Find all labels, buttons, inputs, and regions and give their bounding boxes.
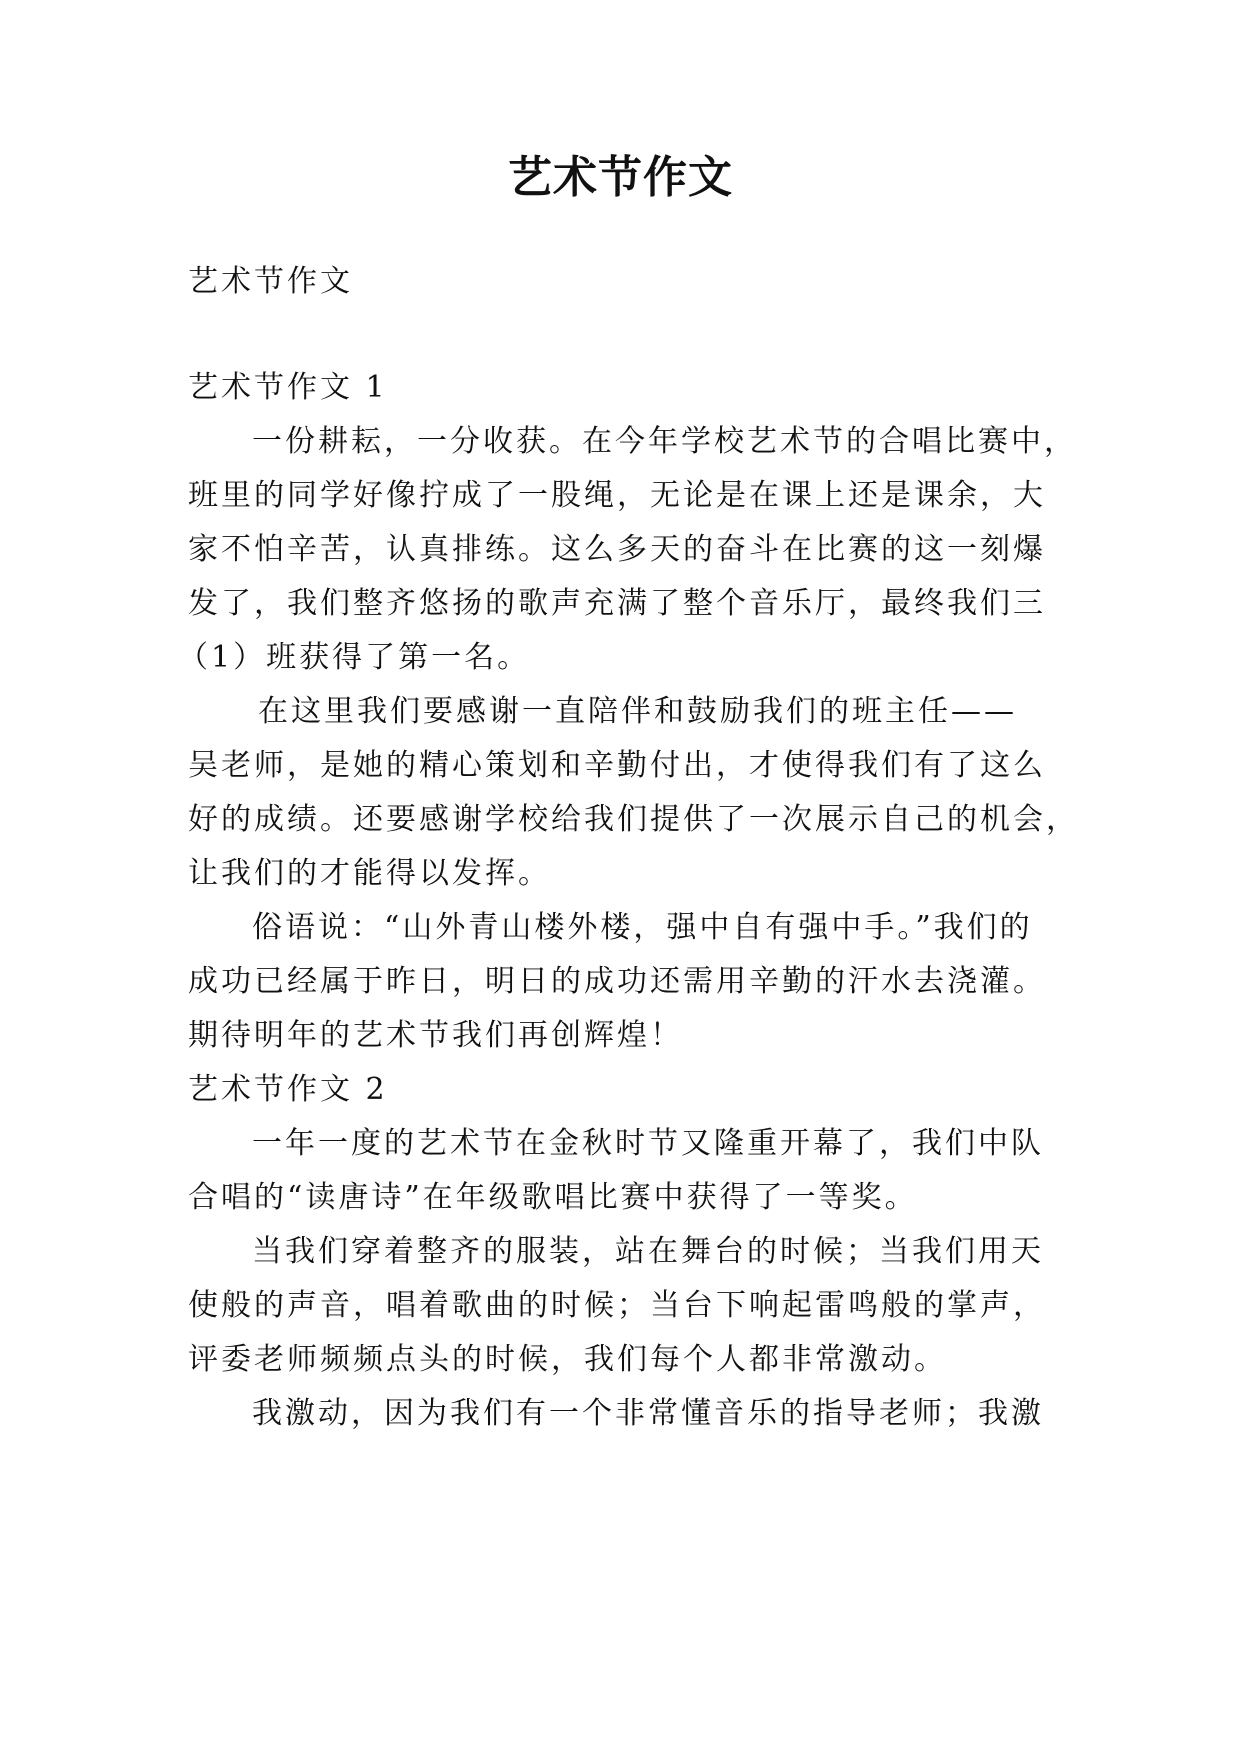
essay-1-line: 俗语说：“山外青山楼外楼，强中自有强中手。”我们的	[252, 910, 1033, 945]
essay-1-line: 班里的同学好像拧成了一股绳，无论是在课上还是课余，大	[188, 478, 1046, 513]
essay-2-line: 一年一度的艺术节在金秋时节又隆重开幕了，我们中队	[252, 1126, 1044, 1161]
essay-1-line: 好的成绩。还要感谢学校给我们提供了一次展示自己的机会，	[188, 802, 1079, 837]
document-subtitle: 艺术节作文	[188, 264, 353, 299]
essay-1-line: 让我们的才能得以发挥。	[188, 856, 551, 891]
document-title: 艺术节作文	[508, 152, 733, 203]
essay-1-line: （1）班获得了第一名。	[178, 640, 531, 675]
essay-2-line: 当我们穿着整齐的服装，站在舞台的时候；当我们用天	[252, 1234, 1044, 1269]
essay-2-line: 评委老师频频点头的时候，我们每个人都非常激动。	[188, 1342, 947, 1377]
essay-1-line: 成功已经属于昨日，明日的成功还需用辛勤的汗水去浇灌。	[188, 964, 1046, 999]
essay-1-line: 在这里我们要感谢一直陪伴和鼓励我们的班主任——	[258, 694, 1017, 729]
essay-1-heading: 艺术节作文 1	[188, 370, 388, 405]
essay-1-line: 发了，我们整齐悠扬的歌声充满了整个音乐厅，最终我们三	[188, 586, 1046, 621]
essay-1-line: 家不怕辛苦，认真排练。这么多天的奋斗在比赛的这一刻爆	[188, 532, 1046, 567]
essay-2-line: 我激动，因为我们有一个非常懂音乐的指导老师；我激	[252, 1396, 1044, 1431]
essay-2-line: 合唱的“读唐诗”在年级歌唱比赛中获得了一等奖。	[188, 1180, 918, 1215]
essay-1-line: 一份耕耘，一分收获。在今年学校艺术节的合唱比赛中，	[252, 424, 1077, 459]
essay-2-line: 使般的声音，唱着歌曲的时候；当台下响起雷鸣般的掌声，	[188, 1288, 1046, 1323]
essay-1-line: 吴老师，是她的精心策划和辛勤付出，才使得我们有了这么	[188, 748, 1046, 783]
essay-1-line: 期待明年的艺术节我们再创辉煌！	[188, 1018, 683, 1053]
essay-2-heading: 艺术节作文 2	[188, 1072, 388, 1107]
